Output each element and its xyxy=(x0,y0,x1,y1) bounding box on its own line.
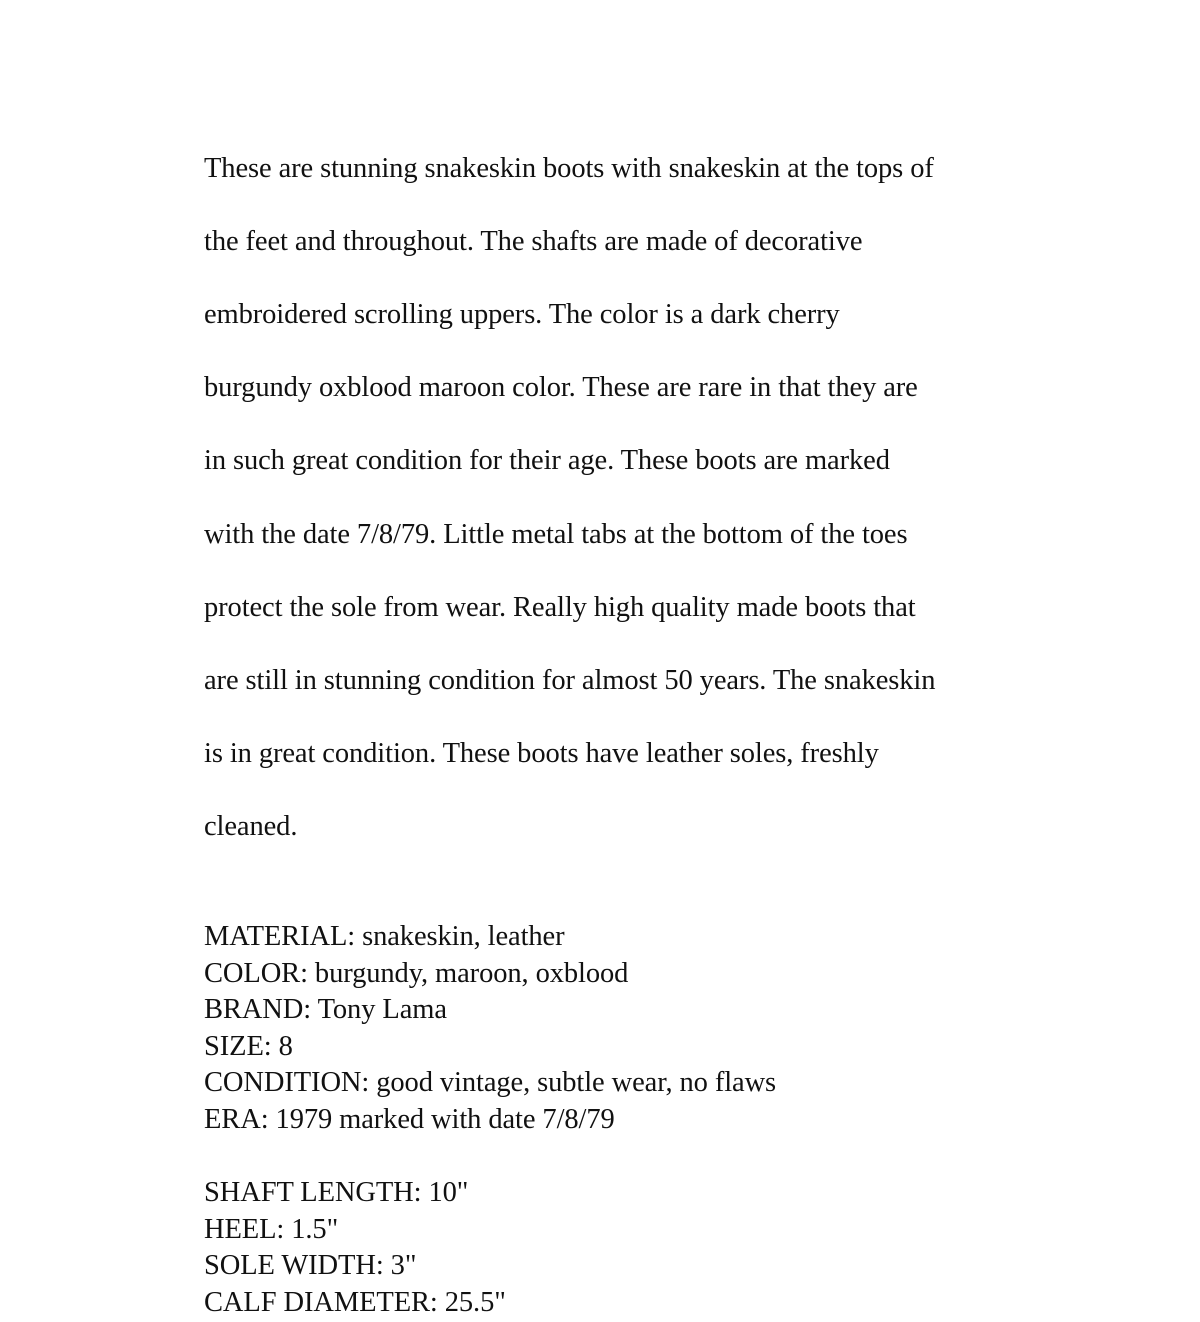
description-line: in such great condition for their age. These boots are marked xyxy=(204,445,890,477)
detail-color: COLOR: burgundy, maroon, oxblood xyxy=(204,957,629,989)
detail-condition: CONDITION: good vintage, subtle wear, no flaws xyxy=(204,1067,777,1099)
description-line: burgundy oxblood maroon color. These are rare in that they are xyxy=(204,372,918,404)
measurements-list xyxy=(204,1175,1004,1321)
paragraph-spacer xyxy=(204,1139,1004,1176)
detail-era: ERA: 1979 marked with date 7/8/79 xyxy=(204,1104,615,1136)
description-line: protect the sole from wear. Really high quality made boots that xyxy=(204,591,916,623)
description-line: cleaned. xyxy=(204,811,298,843)
description-line: are still in stunning condition for almost 50 years. The snakeskin xyxy=(204,664,936,696)
measurement-heel: HEEL: 1.5" xyxy=(204,1213,339,1245)
paragraph-spacer xyxy=(204,882,1004,919)
measurement-sole-width: SOLE WIDTH: 3" xyxy=(204,1250,417,1282)
detail-brand: BRAND: Tony Lama xyxy=(204,994,447,1026)
detail-size: SIZE: 8 xyxy=(204,1030,293,1062)
measurement-shaft-length: SHAFT LENGTH: 10" xyxy=(204,1177,469,1209)
description-paragraph xyxy=(204,114,1004,882)
detail-material: MATERIAL: snakeskin, leather xyxy=(204,921,565,953)
details-list xyxy=(204,919,1004,1139)
description-line: with the date 7/8/79. Little metal tabs at the bottom of the toes xyxy=(204,518,908,550)
description-line: embroidered scrolling uppers. The color is a dark cherry xyxy=(204,298,840,330)
description-line: These are stunning snakeskin boots with snakeskin at the tops of xyxy=(204,152,934,184)
measurement-calf-diameter: CALF DIAMETER: 25.5" xyxy=(204,1287,506,1318)
description-line: the feet and throughout. The shafts are made of decorative xyxy=(204,225,863,257)
product-description-document xyxy=(204,114,1004,1322)
description-line: is in great condition. These boots have leather soles, freshly xyxy=(204,738,879,770)
